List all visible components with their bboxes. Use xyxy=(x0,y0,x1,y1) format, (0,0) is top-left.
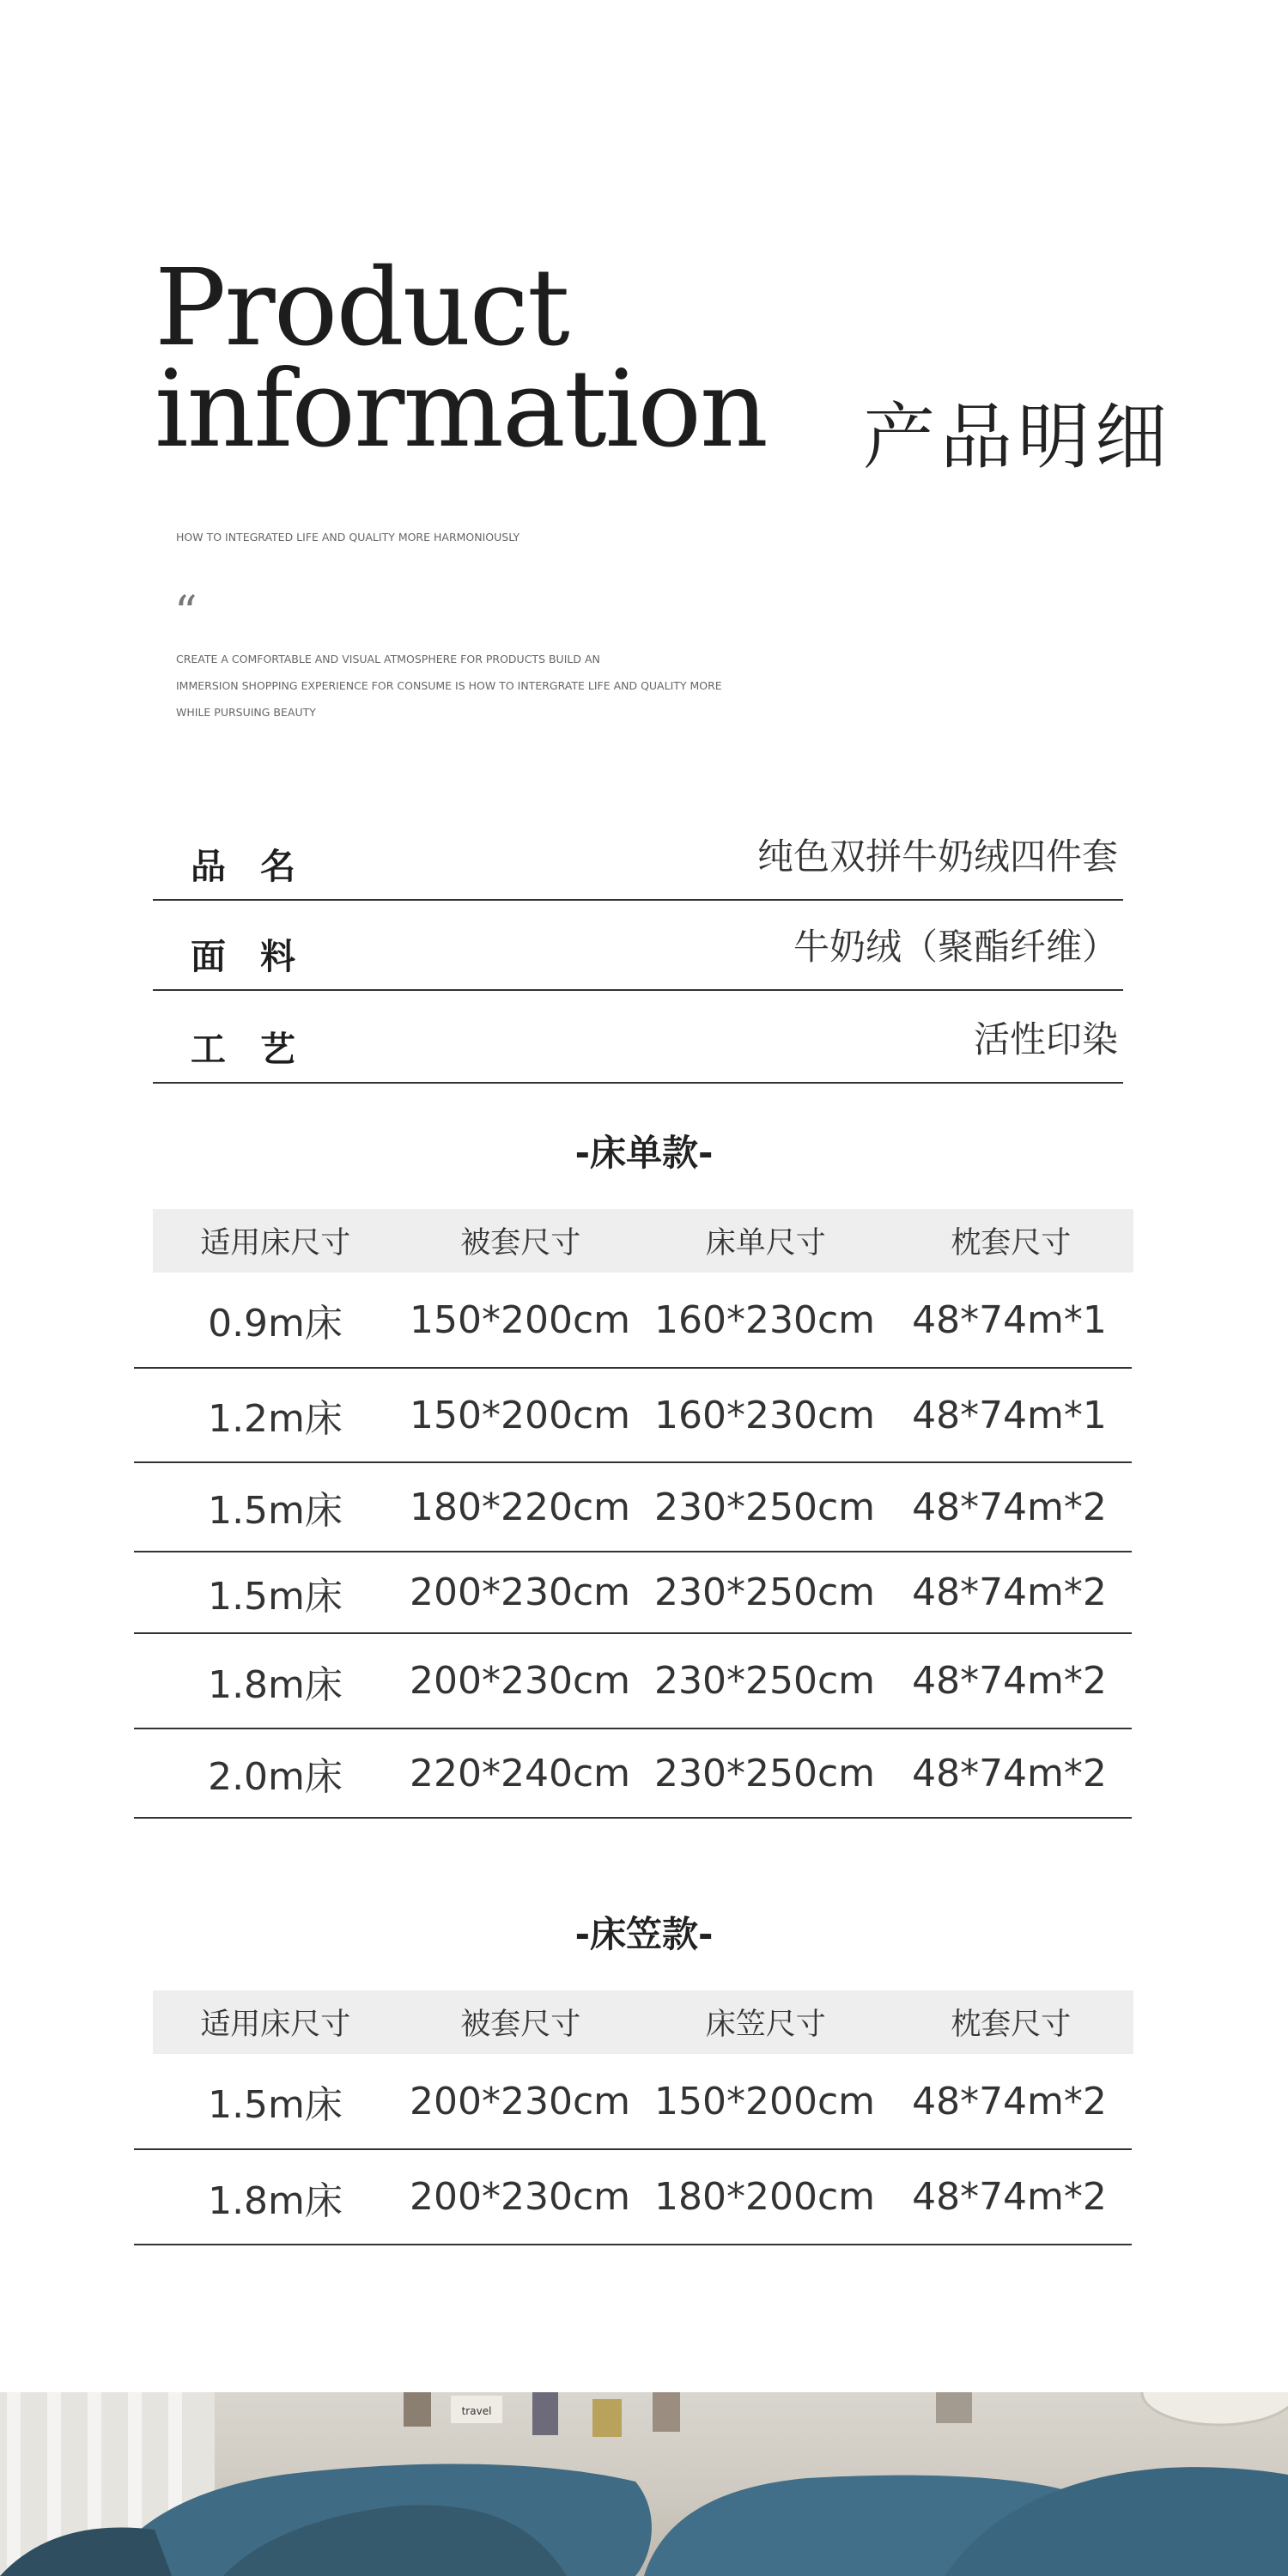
title-en-line1: Product xyxy=(155,246,568,370)
fitted-size-table xyxy=(153,1990,1133,2245)
tagline: HOW TO INTEGRATED LIFE AND QUALITY MORE HARMONIOUSLY xyxy=(176,531,520,544)
table-cell: 150*200cm xyxy=(653,2079,876,2123)
table-row xyxy=(134,1369,1132,1463)
table-cell: 160*230cm xyxy=(653,1297,876,1342)
bedroom-photo xyxy=(0,2392,1288,2576)
table-cell: 48*74m*1 xyxy=(912,1393,1107,1437)
table-row xyxy=(134,1273,1132,1369)
table-row xyxy=(134,2054,1132,2150)
info-label: 工艺 xyxy=(191,1029,330,1070)
table-cell: 230*250cm xyxy=(653,1659,876,1703)
info-row-name xyxy=(153,811,1123,901)
table-header xyxy=(153,1990,1133,2054)
table-cell: 230*250cm xyxy=(653,1571,876,1614)
product-info-list xyxy=(153,811,1123,1084)
sheet-size-table xyxy=(153,1209,1133,1819)
header-cell: 枕套尺寸 xyxy=(951,2008,1072,2042)
table-cell: 48*74m*2 xyxy=(912,2175,1107,2219)
table-cell: 1.8m床 xyxy=(208,1662,343,1707)
bedroom-photo-image xyxy=(0,2392,1288,2576)
table-cell: 48*74m*2 xyxy=(912,1751,1107,1795)
table-row xyxy=(134,1729,1132,1819)
table-cell: 48*74m*2 xyxy=(912,2079,1107,2123)
table-cell: 220*240cm xyxy=(409,1751,631,1795)
table-cell: 230*250cm xyxy=(653,1751,876,1795)
info-label: 品名 xyxy=(191,846,330,887)
title-en-line2: information xyxy=(155,348,767,471)
description-line: CREATE A COMFORTABLE AND VISUAL ATMOSPHERE FOR PRODUCTS BUILD AN xyxy=(176,653,600,665)
table-cell: 200*230cm xyxy=(409,2175,631,2219)
fitted-section-title: -床笠款- xyxy=(574,1913,714,1955)
table-cell: 0.9m床 xyxy=(208,1302,343,1346)
table-cell: 1.5m床 xyxy=(208,1574,343,1619)
table-cell: 48*74m*1 xyxy=(912,1297,1107,1342)
table-cell: 48*74m*2 xyxy=(912,1659,1107,1703)
header-cell: 床笠尺寸 xyxy=(705,2008,826,2042)
table-cell: 1.2m床 xyxy=(208,1397,343,1441)
header-cell: 适用床尺寸 xyxy=(200,2008,351,2042)
table-row xyxy=(134,1463,1132,1552)
info-value: 牛奶绒（聚酯纤维） xyxy=(793,926,1118,968)
table-cell: 180*200cm xyxy=(653,2175,876,2219)
table-cell: 180*220cm xyxy=(409,1485,631,1529)
header-cell: 床单尺寸 xyxy=(705,1226,826,1261)
description-line: WHILE PURSUING BEAUTY xyxy=(176,706,316,719)
table-cell: 1.5m床 xyxy=(208,1489,343,1533)
info-label: 面料 xyxy=(191,936,330,977)
table-cell: 160*230cm xyxy=(653,1393,876,1437)
table-header xyxy=(153,1209,1133,1273)
table-row xyxy=(134,2150,1132,2245)
header-cell: 适用床尺寸 xyxy=(200,1226,351,1261)
table-cell: 200*230cm xyxy=(409,2079,631,2123)
header-cell: 被套尺寸 xyxy=(460,1226,581,1261)
header-cell: 被套尺寸 xyxy=(460,2008,581,2042)
table-cell: 48*74m*2 xyxy=(912,1571,1107,1614)
sheet-section-title: -床单款- xyxy=(574,1132,714,1174)
info-value: 纯色双拼牛奶绒四件套 xyxy=(756,835,1118,878)
info-value: 活性印染 xyxy=(973,1018,1118,1060)
table-row xyxy=(134,1552,1132,1634)
title-chinese: 产品明细 xyxy=(863,395,1173,479)
table-cell: 200*230cm xyxy=(409,1571,631,1614)
table-cell: 1.5m床 xyxy=(208,2083,343,2127)
table-cell: 200*230cm xyxy=(409,1659,631,1703)
quote-mark-icon: “ xyxy=(174,587,197,639)
table-cell: 230*250cm xyxy=(653,1485,876,1529)
table-cell: 1.8m床 xyxy=(208,2178,343,2223)
info-row-fabric xyxy=(153,901,1123,991)
table-cell: 48*74m*2 xyxy=(912,1485,1107,1529)
table-cell: 150*200cm xyxy=(409,1297,631,1342)
table-row xyxy=(134,1634,1132,1729)
description-line: IMMERSION SHOPPING EXPERIENCE FOR CONSUME IS HOW TO INTERGRATE LIFE AND QUALITY MORE xyxy=(176,679,722,692)
table-cell: 150*200cm xyxy=(409,1393,631,1437)
title-english xyxy=(155,246,767,471)
table-cell: 2.0m床 xyxy=(208,1755,343,1799)
info-row-craft xyxy=(153,991,1123,1084)
header-cell: 枕套尺寸 xyxy=(951,1226,1072,1261)
description xyxy=(176,646,829,726)
svg-text:travel: travel xyxy=(461,2405,492,2417)
